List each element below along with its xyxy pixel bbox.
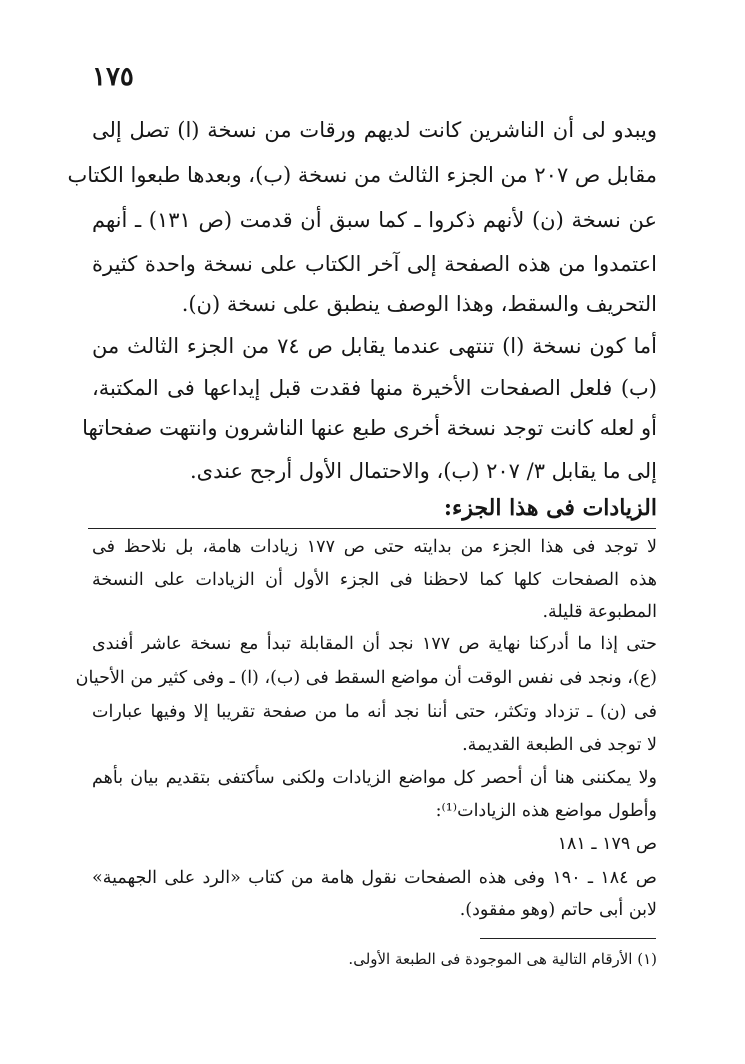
paragraph-4-line-1: حتى إذا ما أدركنا نهاية ص ١٧٧ نجد أن المقابلة تبدأ مع نسخة عاشر أفندى [92, 634, 657, 654]
paragraph-2-line-1: أما كون نسخة (ا) تنتهى عندما يقابل ص ٧٤ من الجزء الثالث من [92, 334, 657, 358]
paragraph-1-line-5: التحريف والسقط، وهذا الوصف ينطبق على نسخة (ن). [181, 292, 657, 316]
paragraph-4-line-4: لا توجد فى الطبعة القديمة. [462, 735, 657, 755]
footnote-rule [480, 938, 656, 939]
paragraph-3-line-2: هذه الصفحات كلها كما لاحظنا فى الجزء الأول أن الزيادات على النسخة [92, 570, 657, 590]
paragraph-3-line-1: لا توجد فى هذا الجزء من بدايته حتى ص ١٧٧ زيادات هامة، بل نلاحظ فى [92, 537, 657, 557]
page-number: ١٧٥ [92, 62, 134, 92]
paragraph-3-line-3: المطبوعة قليلة. [542, 602, 657, 622]
heading-rule [88, 528, 656, 529]
paragraph-4-line-2: (ع)، ونجد فى نفس الوقت أن مواضع السقط فى (ب)، (ا) ـ وفى كثير من الأحيان [75, 668, 657, 688]
paragraph-2-line-3: أو لعله كانت توجد نسخة أخرى طبع عنها الناشرون وانتهت صفحاتها [82, 416, 657, 440]
paragraph-1-line-4: اعتمدوا من هذه الصفحة إلى آخر الكتاب على نسخة واحدة كثيرة [92, 252, 657, 276]
section-heading: الزيادات فى هذا الجزء: [443, 495, 657, 521]
paragraph-1-line-3: عن نسخة (ن) لأنهم ذكروا ـ كما سبق أن قدمت (ص ١٣١) ـ أنهم [92, 208, 658, 232]
list-item-1: ص ١٧٩ ـ ١٨١ [557, 834, 657, 854]
paragraph-5-line-2: وأطول مواضع هذه الزيادات⁽¹⁾: [435, 801, 657, 821]
paragraph-2-line-4: إلى ما يقابل ٣/ ٢٠٧ (ب)، والاحتمال الأول أرجح عندى. [189, 459, 657, 483]
list-item-2-line-1: ص ١٨٤ ـ ١٩٠ وفى هذه الصفحات نقول هامة من كتاب «الرد على الجهمية» [92, 868, 657, 888]
paragraph-1-line-1: ويبدو لى أن الناشرين كانت لديهم ورقات من نسخة (ا) تصل إلى [92, 118, 657, 142]
paragraph-1-line-2: مقابل ص ٢٠٧ من الجزء الثالث من نسخة (ب)، وبعدها طبعوا الكتاب [67, 163, 657, 187]
footnote: (١) الأرقام التالية هى الموجودة فى الطبعة الأولى. [348, 950, 657, 968]
paragraph-4-line-3: فى (ن) ـ تزداد وتكثر، حتى أننا نجد أنه ما من صفحة تقريبا إلا وفيها عبارات [92, 702, 657, 722]
list-item-2-line-2: لابن أبى حاتم (وهو مفقود). [459, 900, 657, 920]
paragraph-2-line-2: (ب) فلعل الصفحات الأخيرة منها فقدت قبل إيداعها فى المكتبة، [92, 376, 657, 400]
paragraph-5-line-1: ولا يمكننى هنا أن أحصر كل مواضع الزيادات ولكنى سأكتفى بتقديم بيان بأهم [92, 768, 657, 788]
